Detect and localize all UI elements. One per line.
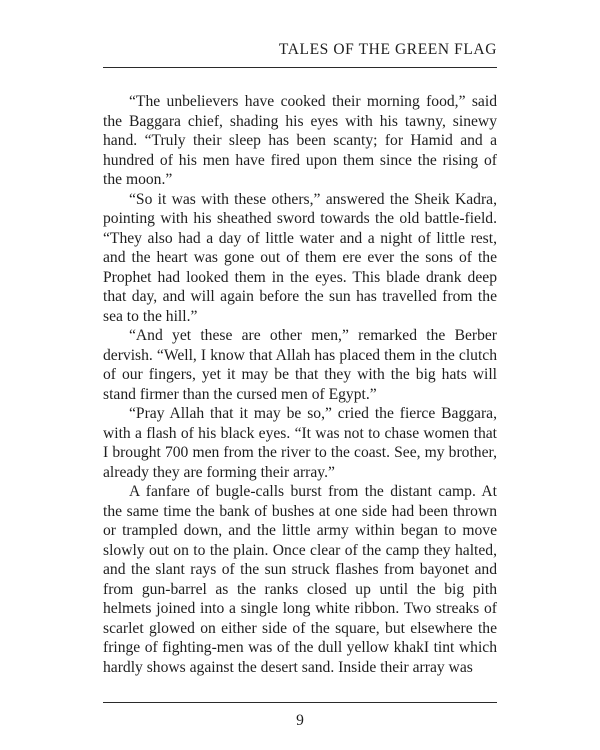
running-header: TALES OF THE GREEN FLAG: [278, 41, 497, 58]
page-number: 9: [296, 712, 304, 729]
paragraph: A fanfare of bugle-calls burst from the distant camp. At the same time the bank of bushes at one side had been thrown or trampled down, and the little army within began to move slowly out on to the plain. Once clear of the camp they halted, and the slant rays of the sun struck flashes from bayonet and from gun-barrel as the ranks closed up until the big pith helmets joined into a single long white ribbon. Two streaks of scarlet glowed on either side of the square, but elsewhere the fringe of fighting-men was of the dull yellow khakI tint which hardly shows against the desert sand. Inside their array was: [103, 483, 497, 676]
body-text: [103, 92, 497, 677]
paragraph: “And yet these are other men,” remarked the Berber dervish. “Well, I know that Allah has placed them in the clutch of our fingers, yet it may be that they with the big hats will stand firmer than the cursed men of Egypt.”: [103, 327, 497, 403]
footer-rule: [103, 702, 497, 703]
header-rule: [103, 67, 497, 68]
paragraph: “So it was with these others,” answered the Sheik Kadra, pointing with his sheathed sword towards the old battle-field. “They also had a day of little water and a night of little rest, and the heart was gone out of them ere ever the sons of the Prophet had looked them in the eyes. This blade drank deep that day, and will again before the sun has travelled from the sea to the hill.”: [103, 190, 497, 325]
paragraph: “Pray Allah that it may be so,” cried the fierce Baggara, with a flash of his black eyes. “It was not to chase women that I brought 700 men from the river to the coast. See, my brother, already they are forming their array.”: [103, 405, 497, 481]
paragraph: “The unbelievers have cooked their morning food,” said the Baggara chief, shading his eyes with his tawny, sinewy hand. “Truly their sleep has been scanty; for Hamid and a hundred of his men have fired upon them since the rising of the moon.”: [103, 93, 497, 188]
